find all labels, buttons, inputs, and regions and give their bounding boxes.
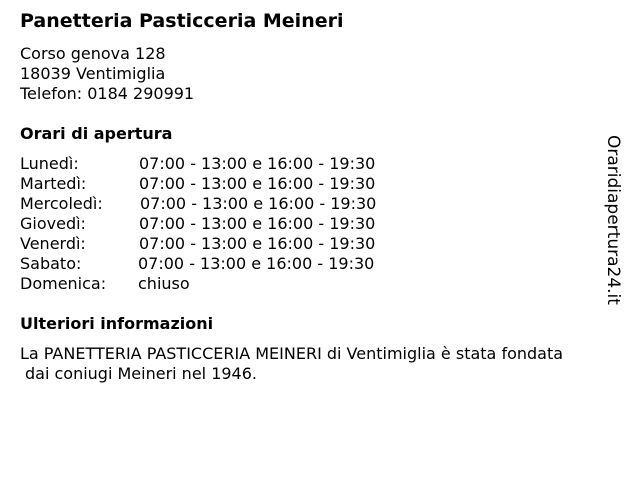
day-label: Martedì: (20, 174, 87, 193)
description-line: dai coniugi Meineri nel 1946. (25, 364, 257, 383)
day-hours: 07:00 - 13:00 e 16:00 - 19:30 (139, 214, 376, 233)
phone-number: Telefon: 0184 290991 (20, 84, 195, 103)
business-name: Panetteria Pasticceria Meineri (20, 10, 344, 32)
day-label: Domenica: (20, 274, 107, 293)
description-line: La PANETTERIA PASTICCERIA MEINERI di Ventimiglia è stata fondata (20, 344, 564, 363)
day-hours: 07:00 - 13:00 e 16:00 - 19:30 (139, 154, 376, 173)
opening-hours-heading: Orari di apertura (20, 124, 173, 143)
street-address: Corso genova 128 (20, 44, 166, 63)
further-info-heading: Ulteriori informazioni (20, 314, 214, 333)
day-label: Lunedì: (20, 154, 79, 173)
day-hours: chiuso (138, 274, 190, 293)
day-hours: 07:00 - 13:00 e 16:00 - 19:30 (139, 234, 376, 253)
day-hours: 07:00 - 13:00 e 16:00 - 19:30 (139, 174, 376, 193)
day-label: Mercoledì: (20, 194, 103, 213)
day-hours: 07:00 - 13:00 e 16:00 - 19:30 (138, 254, 375, 273)
address-block (20, 44, 194, 104)
city: 18039 Ventimiglia (20, 64, 166, 83)
site-watermark: Oraridiapertura24.it (603, 135, 623, 305)
day-hours: 07:00 - 13:00 e 16:00 - 19:30 (140, 194, 377, 213)
day-label: Giovedì: (20, 214, 86, 233)
day-label: Sabato: (20, 254, 82, 273)
day-label: Venerdì: (20, 234, 86, 253)
business-description (20, 344, 624, 384)
